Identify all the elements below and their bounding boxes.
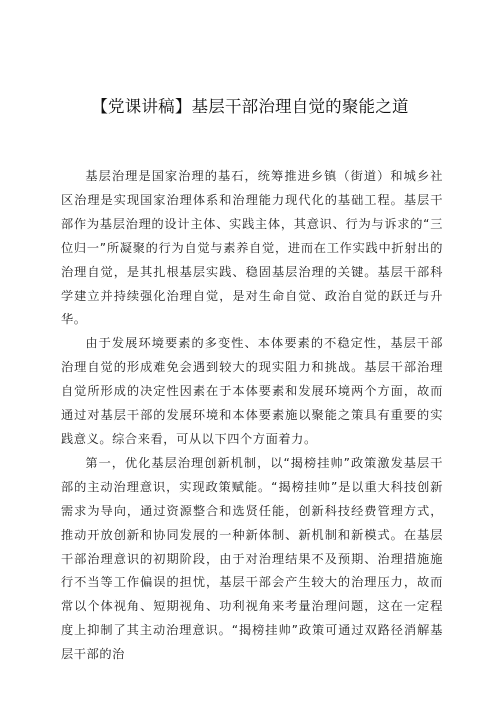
document-title: 【党课讲稿】基层干部治理自觉的聚能之道 xyxy=(91,97,409,116)
paragraph-1: 基层治理是国家治理的基石，统筹推进乡镇（街道）和城乡社区治理是实现国家治理体系和治理能力现代化的基础工程。基层干部作为基层治理的设计主体、实践主体，其意识、行为与诉求的“三位归一”所凝聚的行为自觉与素养自觉，进而在工作实践中折射出的治理自觉，是其扎根基层实践、稳固基层治理的关键。基层干部科学建立并持续强化治理自觉，是对生命自觉、政治自觉的跃迁与升华。 xyxy=(61,169,443,327)
paragraph-2: 由于发展环境要素的多变性、本体要素的不稳定性，基层干部治理自觉的形成难免会遇到较大的现实阻力和挑战。基层干部治理自觉所形成的决定性因素在于本体要素和发展环境两个方面，故而通过对基层干部的发展环境和本体要素施以聚能之策具有重要的实践意义。综合来看，可从以下四个方面着力。 xyxy=(61,336,443,446)
paragraph-3: 第一，优化基层治理创新机制，以“揭榜挂帅”政策激发基层干部的主动治理意识，实现政策赋能。“揭榜挂帅”是以重大科技创新需求为导向，通过资源整合和选贤任能，创新科技经费管理方式，推动开放创新和协同发展的一种新体制、新机制和新模式。在基层干部治理意识的初期阶段，由于对治理结果不及预期、治理措施施行不当等工作偏误的担忧，基层干部会产生较大的治理压力，故而常以个体视角、短期视角、功利视角来考量治理问题，这在一定程度上抑制了其主动治理意识。“揭榜挂帅”政策可通过双路径消解基层干部的治 xyxy=(61,455,443,662)
document-body xyxy=(61,165,443,667)
